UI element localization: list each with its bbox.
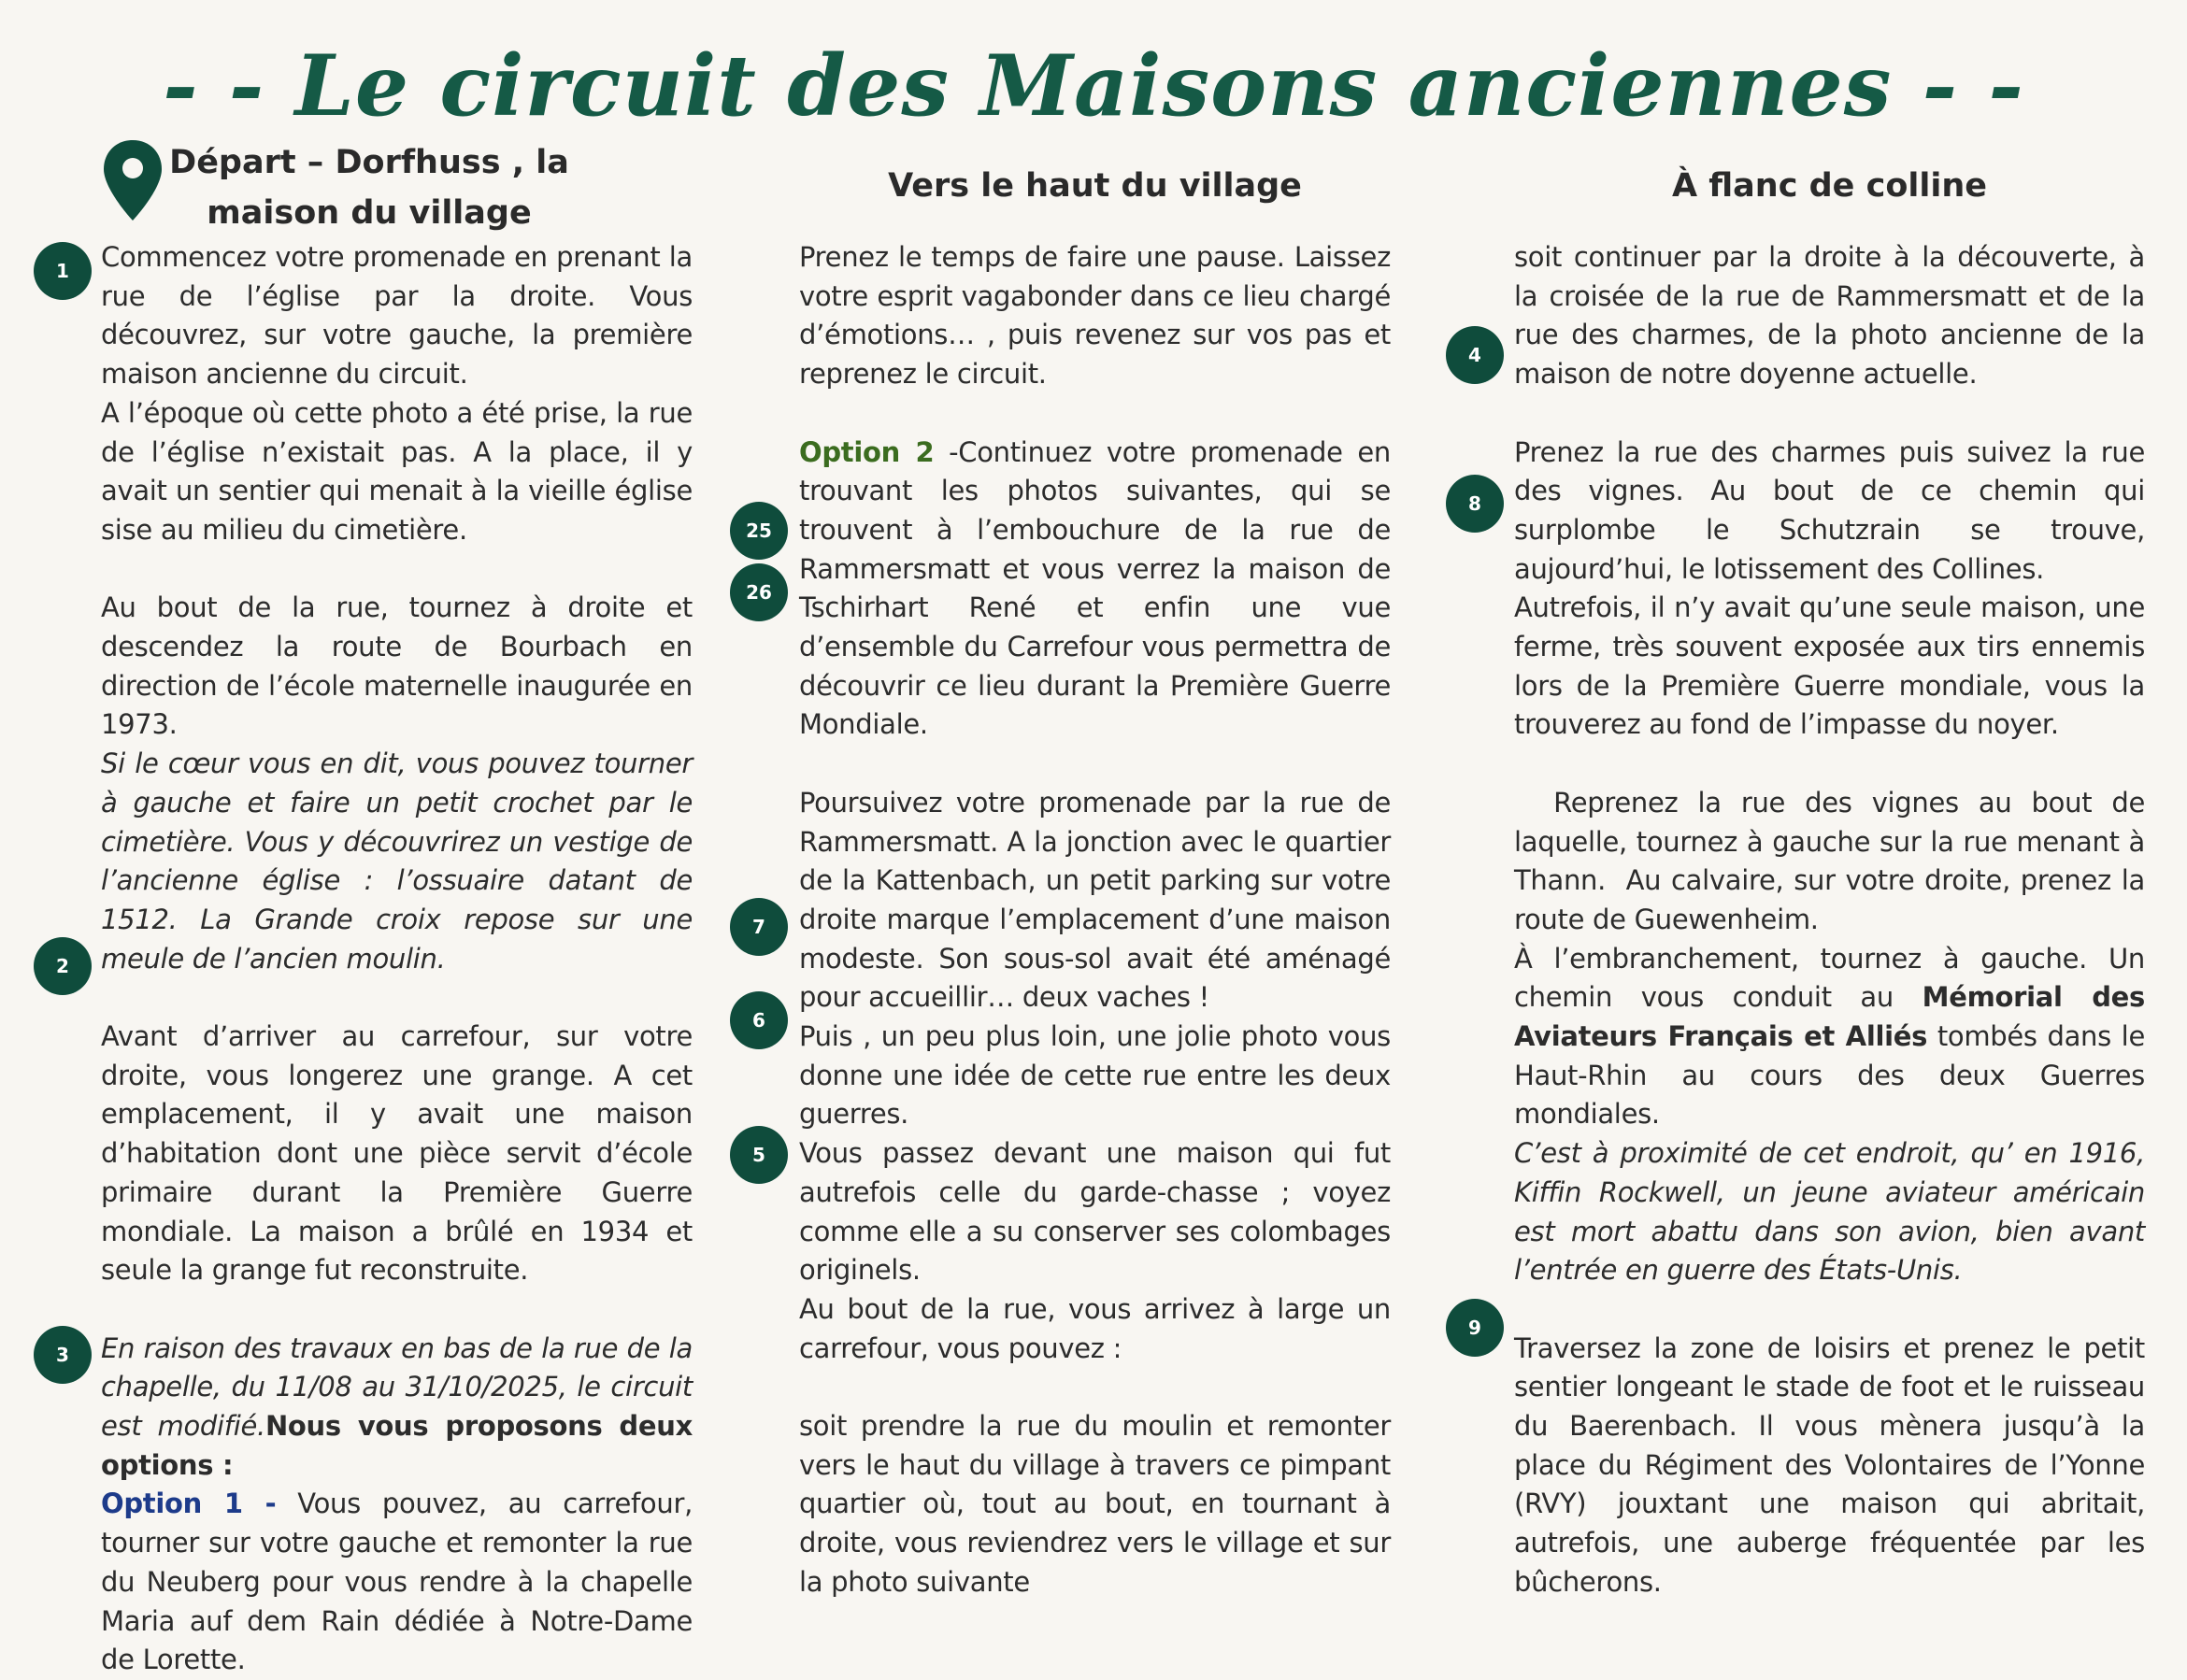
paragraph: Au bout de la rue, tournez à droite et descendez la route de Bourbach en direction de l’école maternelle inaugurée en 1973. xyxy=(101,591,693,741)
step-badge-2: 2 xyxy=(34,937,92,995)
step-badge-5: 5 xyxy=(730,1126,788,1184)
option1-label: Option 1 - xyxy=(101,1488,277,1520)
column2-heading: Vers le haut du village xyxy=(888,167,1302,205)
step-badge-8: 8 xyxy=(1446,475,1504,533)
option2-label: Option 2 xyxy=(799,435,935,468)
paragraph xyxy=(101,1330,693,1486)
column-1 xyxy=(101,238,693,1680)
paragraph: soit prendre la rue du moulin et remonter vers le haut du village à travers ce pimpant quartier où, tout au bout, en tournant à droite, vous reviendrez vers le village et sur la photo suivante xyxy=(799,1410,1391,1598)
column3-heading: À flanc de colline xyxy=(1671,167,1988,205)
step-badge-4: 4 xyxy=(1446,326,1504,384)
paragraph: Prenez la rue des charmes puis suivez la rue des vignes. Au bout de ce chemin qui surplombe le Schutzrain se trouve, aujourd’hui, le lotissement des Collines. xyxy=(1514,435,2145,585)
paragraph: C’est à proximité de cet endroit, qu’ en 1916, Kiffin Rockwell, un jeune aviateur américain est mort abattu dans son avion, bien avant l’entrée en guerre des États-Unis. xyxy=(1514,1137,2145,1287)
paragraph: Poursuivez votre promenade par la rue de Rammersmatt. A la jonction avec le quartier de la Kattenbach, un petit parking sur votre droite marque l’emplacement d’une maison modeste. Son sous-sol avait été aménagé pour accueillir… deux vaches ! xyxy=(799,786,1391,1014)
notice-bold: Nous vous proposons deux options : xyxy=(101,1410,693,1481)
step-badge-7: 7 xyxy=(730,898,788,956)
paragraph: Prenez le temps de faire une pause. Laissez votre esprit vagabonder dans ce lieu chargé d’émotions… , puis revenez sur vos pas et reprenez le circuit. xyxy=(799,241,1391,391)
memorial-text-b: tombés dans le Haut-Rhin au cours des deux Guerres mondiales. xyxy=(1514,1020,2145,1131)
step-badge-6: 6 xyxy=(730,991,788,1049)
step-badge-9: 9 xyxy=(1446,1299,1504,1357)
map-pin-icon xyxy=(101,138,164,222)
paragraph xyxy=(799,434,1391,746)
option1-text: Vous pouvez, au carrefour, tourner sur votre gauche et remonter la rue du Neuberg pour vous rendre à la chapelle Maria auf dem Rain dédiée à Notre-Dame de Lorette. xyxy=(101,1488,693,1676)
notice-text: En raison des travaux en bas de la rue de la chapelle, du 11/08 au 31/10/2025, le circuit est modifié. xyxy=(101,1331,693,1443)
memorial-name: Mémorial des Aviateurs Français et Alliés xyxy=(1514,981,2145,1053)
paragraph: Au bout de la rue, vous arrivez à large un carrefour, vous pouvez : xyxy=(799,1292,1391,1364)
step-badge-25: 25 xyxy=(730,502,788,560)
column-2 xyxy=(799,238,1391,1602)
page-title: - - Le circuit des Maisons anciennes - - xyxy=(163,36,2024,135)
option2-text: -Continuez votre promenade en trouvant les photos suivantes, qui se trouvent à l’embouchure de la rue de Rammersmatt et vous verrez la maison de Tschirhart René et enfin une vue d’ensemble du Carrefour vous permettra de découvrir ce lieu durant la Première Guerre Mondiale. xyxy=(799,435,1391,741)
paragraph: A l’époque où cette photo a été prise, la rue de l’église n’existait pas. A la place, il y avait un sentier qui menait à la vieille église sise au milieu du cimetière. xyxy=(101,396,693,546)
paragraph: Puis , un peu plus loin, une jolie photo vous donne une idée de cette rue entre les deux guerres. xyxy=(799,1020,1391,1131)
step-badge-26: 26 xyxy=(730,563,788,621)
paragraph: Avant d’arriver au carrefour, sur votre droite, vous longerez une grange. A cet emplacement, il y avait une maison d’habitation dont une pièce servit d’école primaire durant la Première Guerre mondiale. La maison a brûlé en 1934 et seule la grange fut reconstruite. xyxy=(101,1020,693,1287)
start-heading: Départ – Dorfhuss , la maison du village xyxy=(169,144,569,232)
step-badge-3: 3 xyxy=(34,1326,92,1384)
paragraph: soit continuer par la droite à la découverte, à la croisée de la rue de Rammersmatt et de la rue des charmes, de la photo ancienne de la maison de notre doyenne actuelle. xyxy=(1514,241,2145,391)
paragraph: Autrefois, il n’y avait qu’une seule maison, une ferme, très souvent exposée aux tirs ennemis lors de la Première Guerre mondiale, vous la trouverez au fond de l’impasse du noyer. xyxy=(1514,591,2145,741)
step-badge-1: 1 xyxy=(34,242,92,300)
paragraph xyxy=(101,1485,693,1680)
paragraph: Reprenez la rue des vignes au bout de laquelle, tournez à gauche sur la rue menant à Thann. Au calvaire, sur votre droite, prenez la route de Guewenheim. xyxy=(1514,786,2153,935)
paragraph: Commencez votre promenade en prenant la rue de l’église par la droite. Vous découvrez, sur votre gauche, la première maison ancienne du circuit. xyxy=(101,241,693,391)
memorial-text-a: À l’embranchement, tournez à gauche. Un chemin vous conduit au xyxy=(1514,942,2145,1014)
paragraph: Vous passez devant une maison qui fut autrefois celle du garde-chasse ; voyez comme elle a su conserver ses colombages originels. xyxy=(799,1137,1391,1287)
paragraph: Traversez la zone de loisirs et prenez le petit sentier longeant le stade de foot et le ruisseau du Baerenbach. Il vous mènera jusqu’à la place du Régiment des Volontaires de l’Yonne (RVY) jouxtant une maison qui abritait, autrefois, une auberge fréquentée par les bûcherons. xyxy=(1514,1331,2145,1598)
paragraph xyxy=(1514,940,2145,1135)
column-3 xyxy=(1514,238,2153,1602)
paragraph: Si le cœur vous en dit, vous pouvez tourner à gauche et faire un petit crochet par le cimetière. Vous y découvrirez un vestige de l’ancienne église : l’ossuaire datant de 1512. La Grande croix repose sur une meule de l’ancien moulin. xyxy=(101,747,693,975)
